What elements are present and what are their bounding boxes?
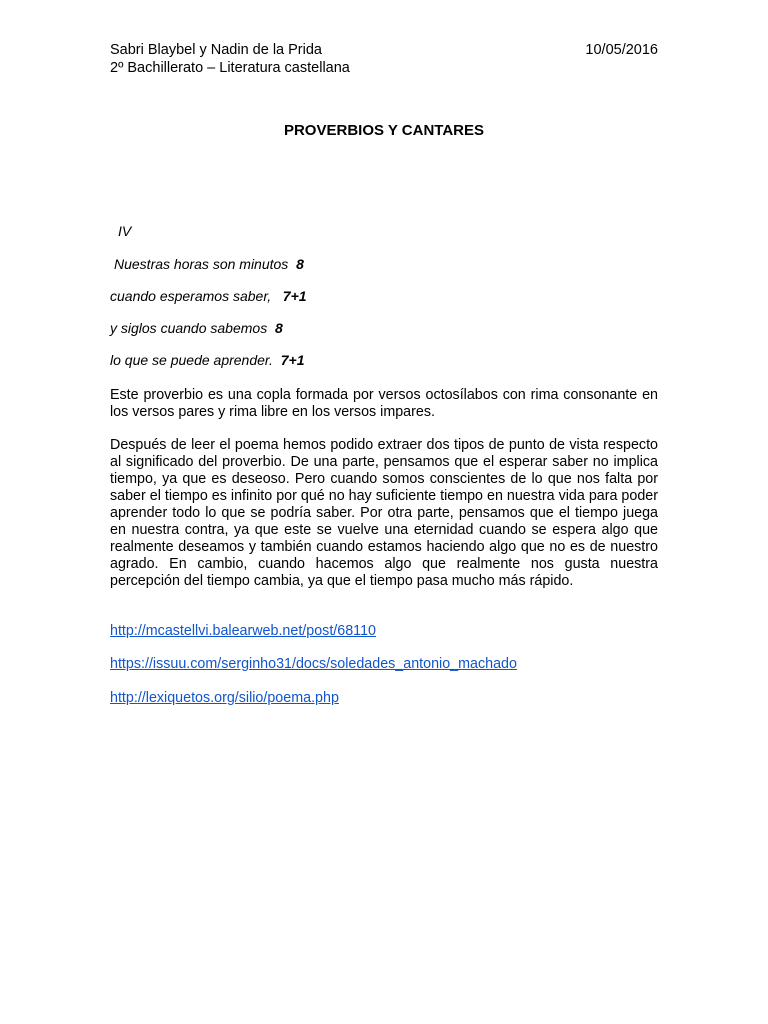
verse-text: lo que se puede aprender. [110, 352, 273, 368]
reference-link-mcastellvi[interactable]: http://mcastellvi.balearweb.net/post/68110 [110, 623, 376, 639]
reference-link-issuu[interactable]: https://issuu.com/serginho31/docs/soledades_antonio_machado [110, 656, 517, 672]
document-title: PROVERBIOS Y CANTARES [283, 122, 485, 139]
reference-link-lexiquetos[interactable]: http://lexiquetos.org/silio/poema.php [110, 690, 339, 706]
paragraph-analysis-meaning: Después de leer el poema hemos podido extraer dos tipos de punto de vista respecto al significado del proverbio. De una parte, pensamos que el esperar saber no implica tiempo, ya que es deseoso. Pero cuando somos conscientes de lo que nos falta por saber el tiempo es infinito por qué no hay suficiente tiempo en nuestra vida para poder aprender todo lo que se podría saber. Por otra parte, pensamos que el tiempo juega en nuestra contra, ya que este se vuelve una eternidad cuando se espera algo que realmente deseamos y también cuando estamos haciendo algo que no es de nuestro agrado. En cambio, cuando hacemos algo que realmente nos gusta nuestra percepción del tiempo cambia, ya que el tiempo pasa mucho más rápido. [110, 437, 658, 589]
document-date: 10/05/2016 [585, 42, 658, 58]
poem-verse-3 [110, 320, 283, 337]
course-name: 2º Bachillerato – Literatura castellana [110, 60, 350, 76]
verse-text: Nuestras horas son minutos [114, 256, 289, 272]
poem-verse-1 [114, 256, 304, 273]
verse-meter: 8 [274, 320, 283, 336]
verse-text: cuando esperamos saber, [110, 288, 272, 304]
verse-meter: 7+1 [282, 288, 307, 304]
poem-number: IV [118, 223, 132, 239]
verse-text: y siglos cuando sabemos [110, 320, 268, 336]
poem-verse-4 [110, 352, 304, 369]
verse-meter: 7+1 [280, 352, 305, 368]
poem-verse-2 [110, 288, 307, 305]
verse-meter: 8 [296, 256, 304, 272]
author-names: Sabri Blaybel y Nadin de la Prida [110, 42, 322, 58]
paragraph-analysis-form: Este proverbio es una copla formada por versos octosílabos con rima consonante en los versos pares y rima libre en los versos impares. [110, 387, 658, 420]
